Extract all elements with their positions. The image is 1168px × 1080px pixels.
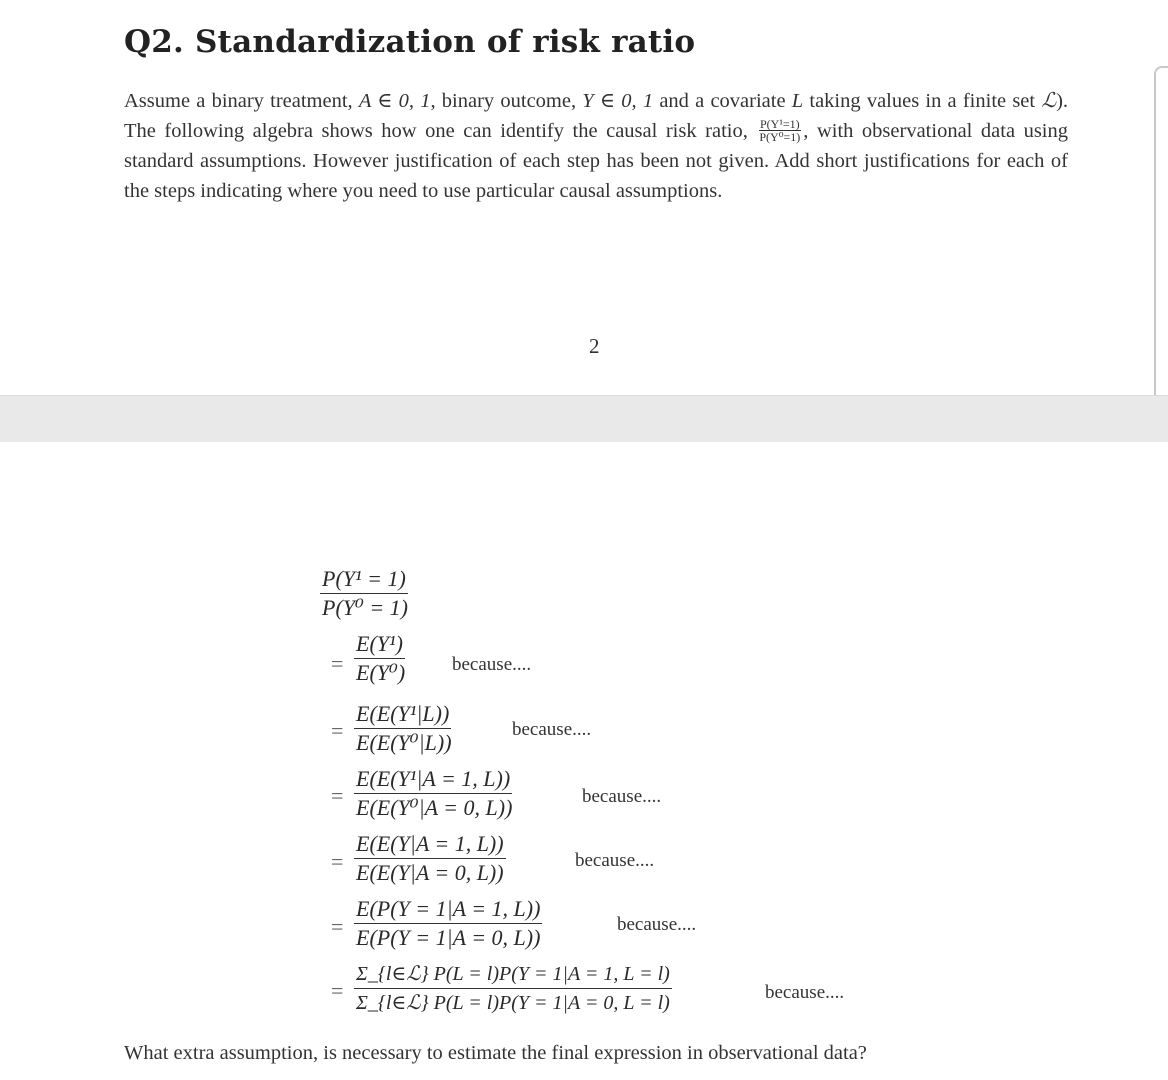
page-number: 2 — [589, 334, 600, 358]
equation-lhs: $\frac{\text{P(Y¹ = 1)}}{\text{P(Y⁰ = 1)}}$ — [322, 566, 408, 620]
equals-sign: = — [331, 718, 344, 743]
question-title: Q2. Standardization of risk ratio — [124, 24, 696, 60]
because-label: because.... — [452, 654, 532, 675]
equals-sign: = — [331, 978, 344, 1003]
equals-sign: = — [331, 914, 344, 939]
equation-step-3: $\frac{\text{E(E(Y¹|A = 1, L))}}{\text{E(E(Y⁰|A = 0, L))}}$ — [356, 766, 513, 820]
equation-step-1: $\frac{\text{E(Y¹)}}{\text{E(Y⁰)}}$ — [356, 631, 406, 685]
final-question: What extra assumption, is necessary to estimate the final expression in observational data? — [124, 1042, 867, 1064]
equals-sign: = — [331, 651, 344, 676]
page-separator — [0, 395, 1168, 443]
because-label: because.... — [765, 982, 845, 1003]
intro-paragraph: Assume a binary treatment, A ∈ 0, 1, binary outcome, Y ∈ 0, 1 and a covariate L taking values in a finite set ℒ). The following algebra shows how one can identify the causal risk ratio, $\frac{\text{P(Y¹=1)}}{\text{P(Y⁰=1)}}$ , with observational data using standard assumptions. However justification of each step has been not given. Add short justifications for each of the steps indicating where you need to use particular causal assumptions. — [124, 90, 1069, 202]
document-page-1 — [0, 0, 1168, 395]
because-label: because.... — [582, 786, 662, 807]
because-label: because.... — [617, 914, 697, 935]
equation-step-2: $\frac{\text{E(E(Y¹|L))}}{\text{E(E(Y⁰|L))}}$ — [356, 701, 452, 755]
equals-sign: = — [331, 849, 344, 874]
equation-step-5: $\frac{E(P(Y = 1|A = 1, L))}{E(P(Y = 1|A = 0, L))}$ — [356, 896, 541, 950]
inline-risk-ratio: $\frac{\text{P(Y¹=1)}}{\text{P(Y⁰=1)}}$ — [759, 116, 801, 144]
equation-step-4: $\frac{E(E(Y|A = 1, L))}{E(E(Y|A = 0, L))}$ — [356, 831, 504, 885]
because-label: because.... — [575, 850, 655, 871]
because-label: because.... — [512, 719, 592, 740]
equals-sign: = — [331, 783, 344, 808]
equation-step-6: Σ_{l∈ℒ} P(L = l)P(Y = 1|A = 1, L = l) Σ_{l∈ℒ} P(L = l)P(Y = 1|A = 0, L = l) — [354, 960, 672, 1017]
